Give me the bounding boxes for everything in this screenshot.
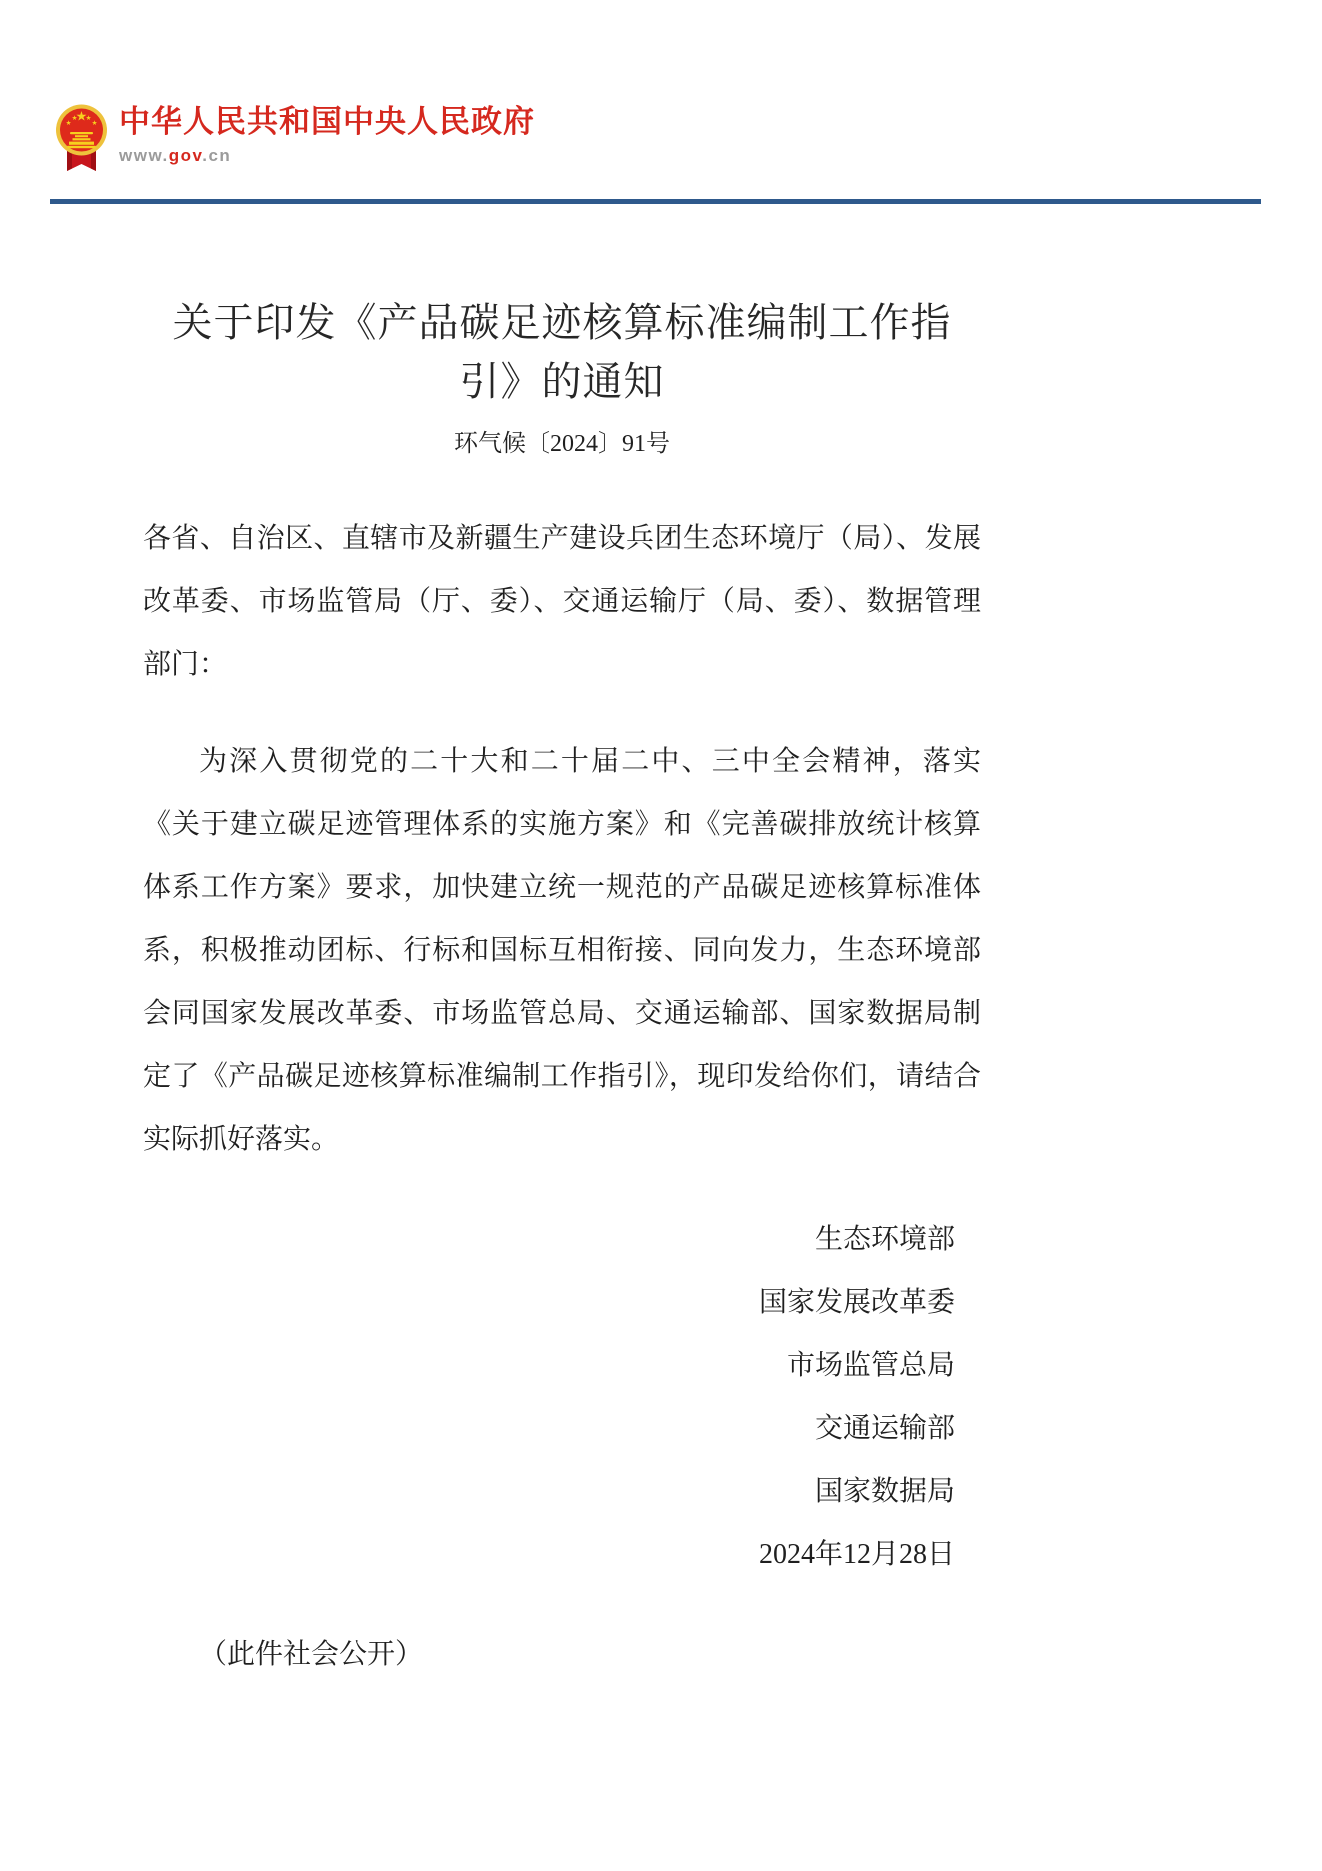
document-title-line-1: 关于印发《产品碳足迹核算标准编制工作指 — [172, 300, 952, 345]
national-emblem-icon — [55, 103, 108, 173]
signature-block — [143, 1208, 981, 1586]
salutation-paragraph: 各省、自治区、直辖市及新疆生产建设兵团生态环境厅（局）、发展改革委、市场监管局（厅、委）、交通运输厅（局、委）、数据管理部门： — [143, 523, 981, 680]
site-url-cn: .cn — [202, 146, 232, 165]
signature-date: 2024年12月28日 — [758, 1539, 955, 1570]
document-content — [143, 293, 981, 1686]
body-paragraph: 为深入贯彻党的二十大和二十届二中、三中全会精神，落实《关于建立碳足迹管理体系的实施方案》和《完善碳排放统计核算体系工作方案》要求，加快建立统一规范的产品碳足迹核算标准体系，积极推动团标、行标和国标互相衔接、同向发力，生态环境部会同国家发展改革委、市场监管总局、交通运输部、国家数据局制定了《产品碳足迹核算标准编制工作指引》，现印发给你们，请结合实际抓好落实。 — [143, 746, 981, 1155]
signature-agency: 交通运输部 — [814, 1413, 955, 1444]
document-number: 环气候〔2024〕91号 — [454, 431, 670, 457]
signature-agency: 市场监管总局 — [786, 1350, 955, 1381]
document-title — [143, 293, 981, 411]
document-title-line-2: 引》的通知 — [459, 359, 665, 404]
site-name: 中华人民共和国中央人民政府 — [119, 104, 535, 139]
signature-agency: 国家发展改革委 — [758, 1287, 955, 1318]
brand-text — [119, 103, 535, 167]
svg-text:★: ★ — [75, 108, 88, 124]
svg-text:★: ★ — [65, 120, 72, 127]
header-divider — [50, 199, 1261, 204]
site-url-www: www. — [119, 146, 169, 165]
signature-agency: 国家数据局 — [814, 1476, 955, 1507]
gov-header-link[interactable] — [55, 103, 535, 173]
site-url-gov: gov — [168, 146, 203, 165]
site-url — [119, 145, 535, 167]
svg-text:★: ★ — [71, 115, 78, 122]
signature-agency: 生态环境部 — [814, 1224, 955, 1255]
svg-text:★: ★ — [85, 115, 92, 122]
svg-text:★: ★ — [91, 120, 98, 127]
public-disclosure-note: （此件社会公开） — [199, 1639, 424, 1670]
